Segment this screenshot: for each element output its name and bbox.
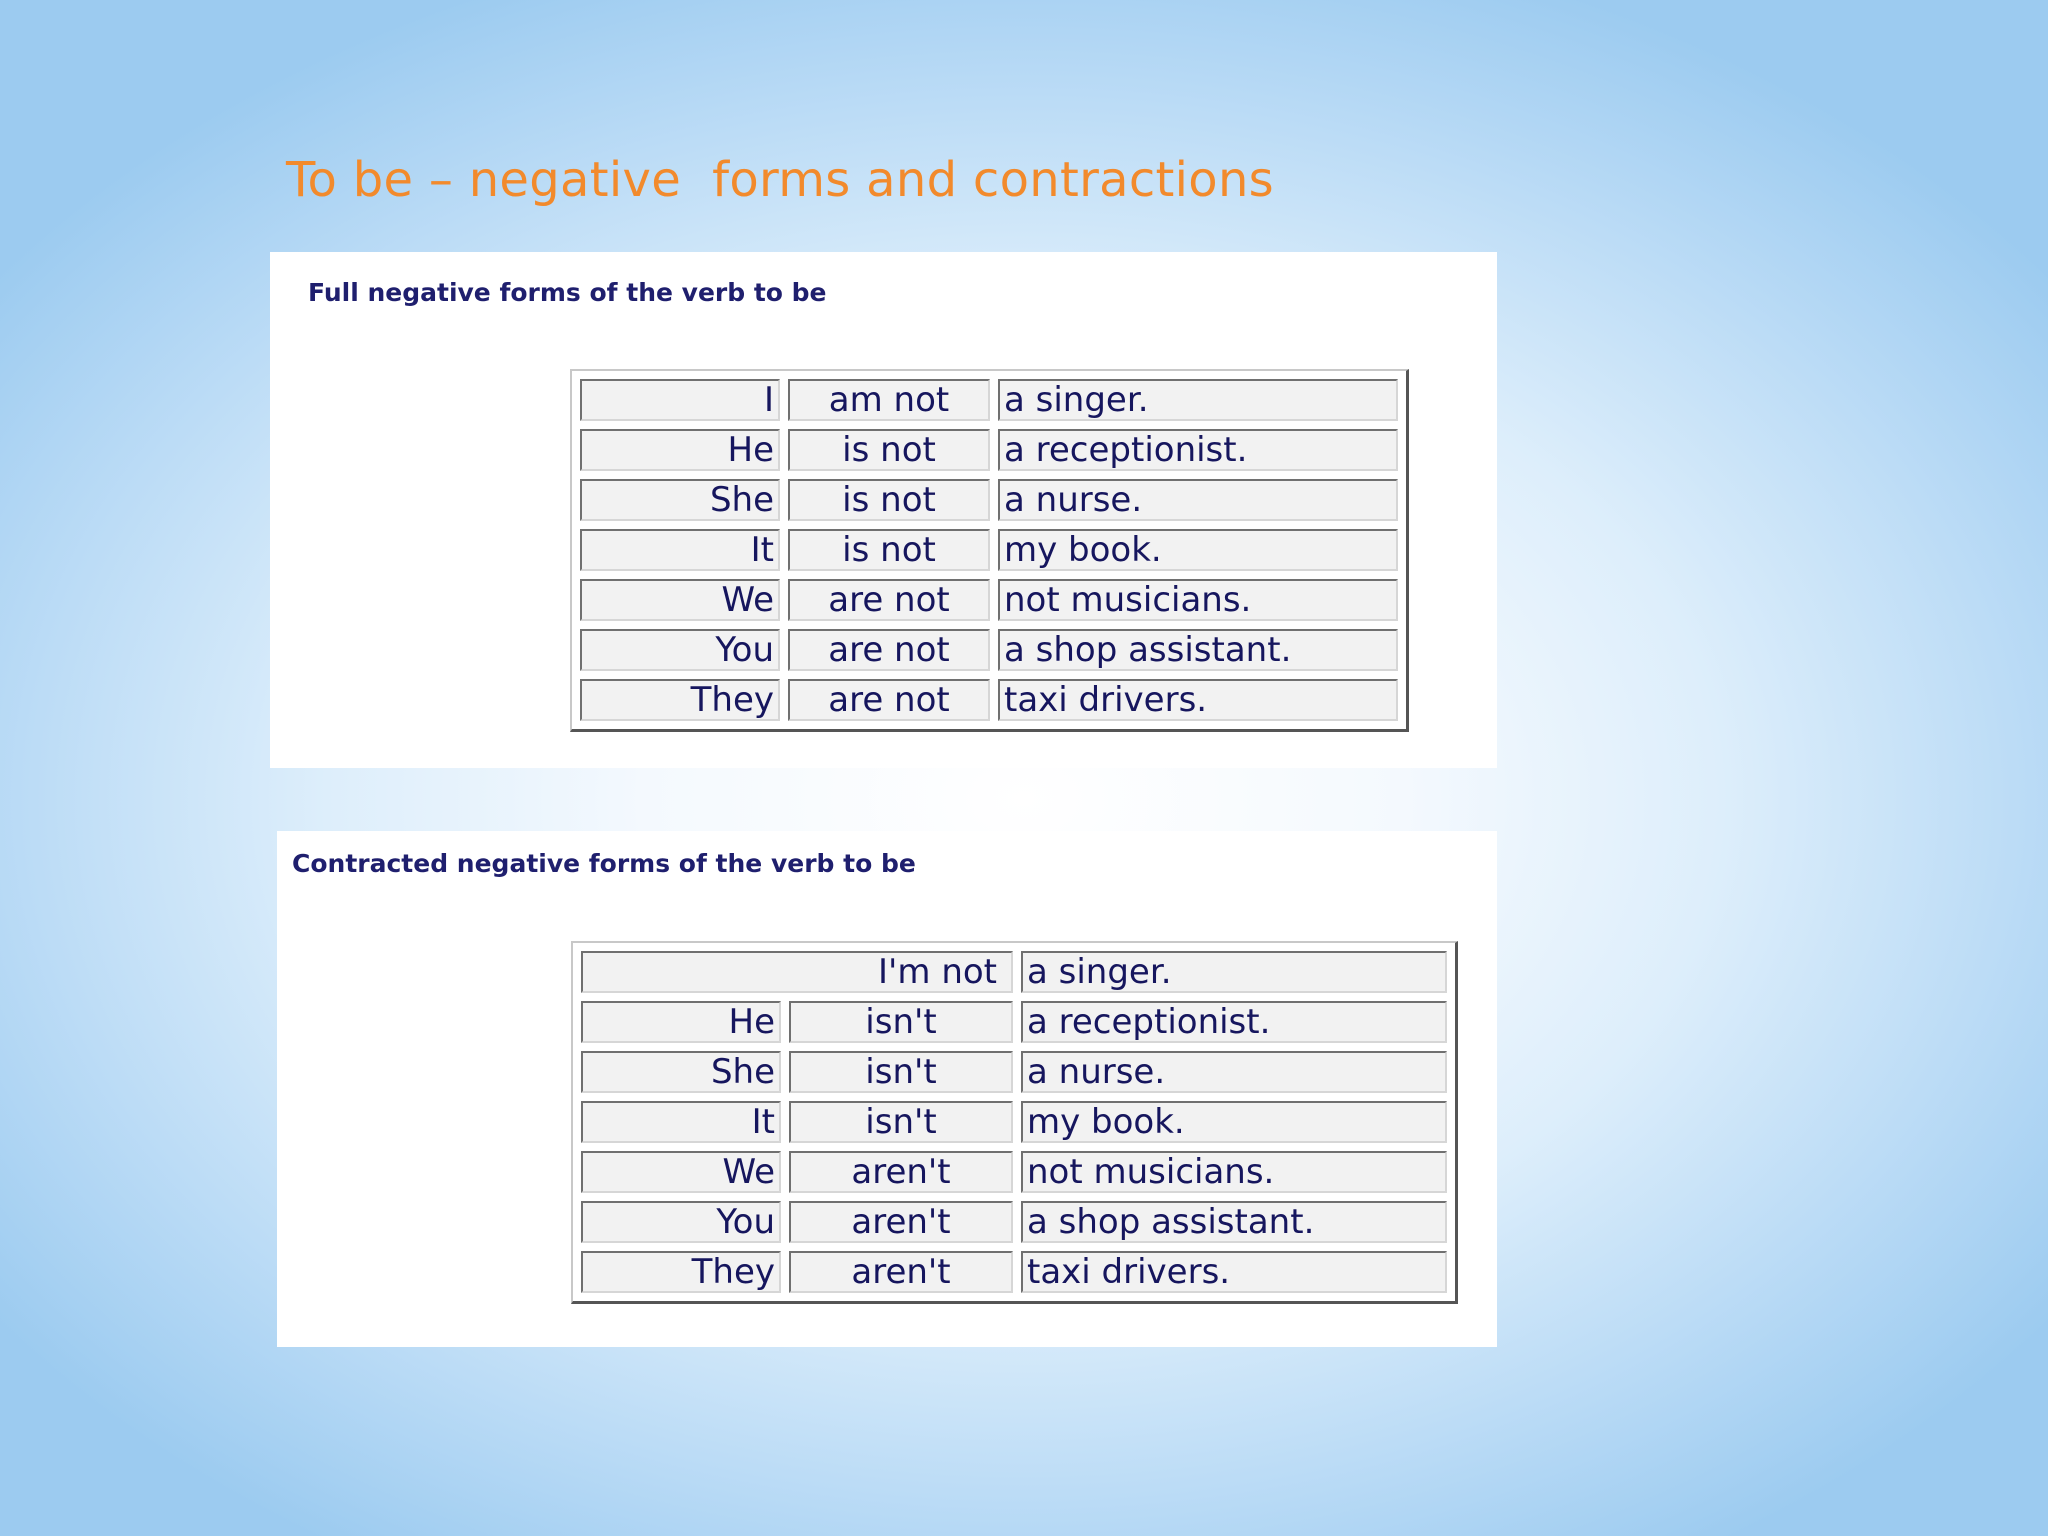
complement-cell: my book. (998, 529, 1398, 571)
complement-cell: a singer. (1021, 951, 1447, 993)
slide-title: To be – negative forms and contractions (286, 152, 1274, 208)
full-forms-heading: Full negative forms of the verb to be (308, 278, 827, 307)
complement-cell: a nurse. (1021, 1051, 1447, 1093)
subject-cell: We (581, 1151, 781, 1193)
full-forms-table (570, 369, 1409, 732)
table-row (581, 1051, 1447, 1093)
table-row (580, 479, 1398, 521)
table-row (580, 579, 1398, 621)
verb-cell: aren't (789, 1201, 1013, 1243)
complement-cell: a singer. (998, 379, 1398, 421)
verb-cell: isn't (789, 1101, 1013, 1143)
complement-cell: a nurse. (998, 479, 1398, 521)
table-row (580, 679, 1398, 721)
complement-cell: a shop assistant. (998, 629, 1398, 671)
table-row (581, 1201, 1447, 1243)
verb-cell: is not (788, 429, 990, 471)
complement-cell: a receptionist. (998, 429, 1398, 471)
contracted-forms-table (571, 941, 1458, 1304)
verb-cell: am not (788, 379, 990, 421)
table-row (581, 1101, 1447, 1143)
subject-cell: It (581, 1101, 781, 1143)
table-row (580, 629, 1398, 671)
subject-verb-cell: I'm not (581, 951, 1013, 993)
verb-cell: are not (788, 679, 990, 721)
complement-cell: not musicians. (998, 579, 1398, 621)
table-row (581, 951, 1447, 993)
complement-cell: taxi drivers. (998, 679, 1398, 721)
subject-cell: She (580, 479, 780, 521)
verb-cell: isn't (789, 1051, 1013, 1093)
complement-cell: a receptionist. (1021, 1001, 1447, 1043)
table-row (581, 1001, 1447, 1043)
full-negative-forms-panel (270, 252, 1497, 768)
verb-cell: is not (788, 529, 990, 571)
table-row (581, 1151, 1447, 1193)
subject-cell: I (580, 379, 780, 421)
subject-cell: You (580, 629, 780, 671)
verb-cell: are not (788, 579, 990, 621)
verb-cell: are not (788, 629, 990, 671)
subject-cell: He (581, 1001, 781, 1043)
verb-cell: aren't (789, 1151, 1013, 1193)
subject-cell: It (580, 529, 780, 571)
subject-cell: He (580, 429, 780, 471)
complement-cell: not musicians. (1021, 1151, 1447, 1193)
table-row (580, 429, 1398, 471)
table-row (580, 529, 1398, 571)
verb-cell: aren't (789, 1251, 1013, 1293)
subject-cell: They (580, 679, 780, 721)
verb-cell: isn't (789, 1001, 1013, 1043)
subject-cell: She (581, 1051, 781, 1093)
verb-cell: is not (788, 479, 990, 521)
complement-cell: taxi drivers. (1021, 1251, 1447, 1293)
subject-cell: We (580, 579, 780, 621)
subject-cell: You (581, 1201, 781, 1243)
subject-cell: They (581, 1251, 781, 1293)
table-row (580, 379, 1398, 421)
complement-cell: my book. (1021, 1101, 1447, 1143)
contracted-forms-heading: Contracted negative forms of the verb to be (292, 849, 916, 878)
contracted-negative-forms-panel (277, 831, 1497, 1347)
table-row (581, 1251, 1447, 1293)
complement-cell: a shop assistant. (1021, 1201, 1447, 1243)
